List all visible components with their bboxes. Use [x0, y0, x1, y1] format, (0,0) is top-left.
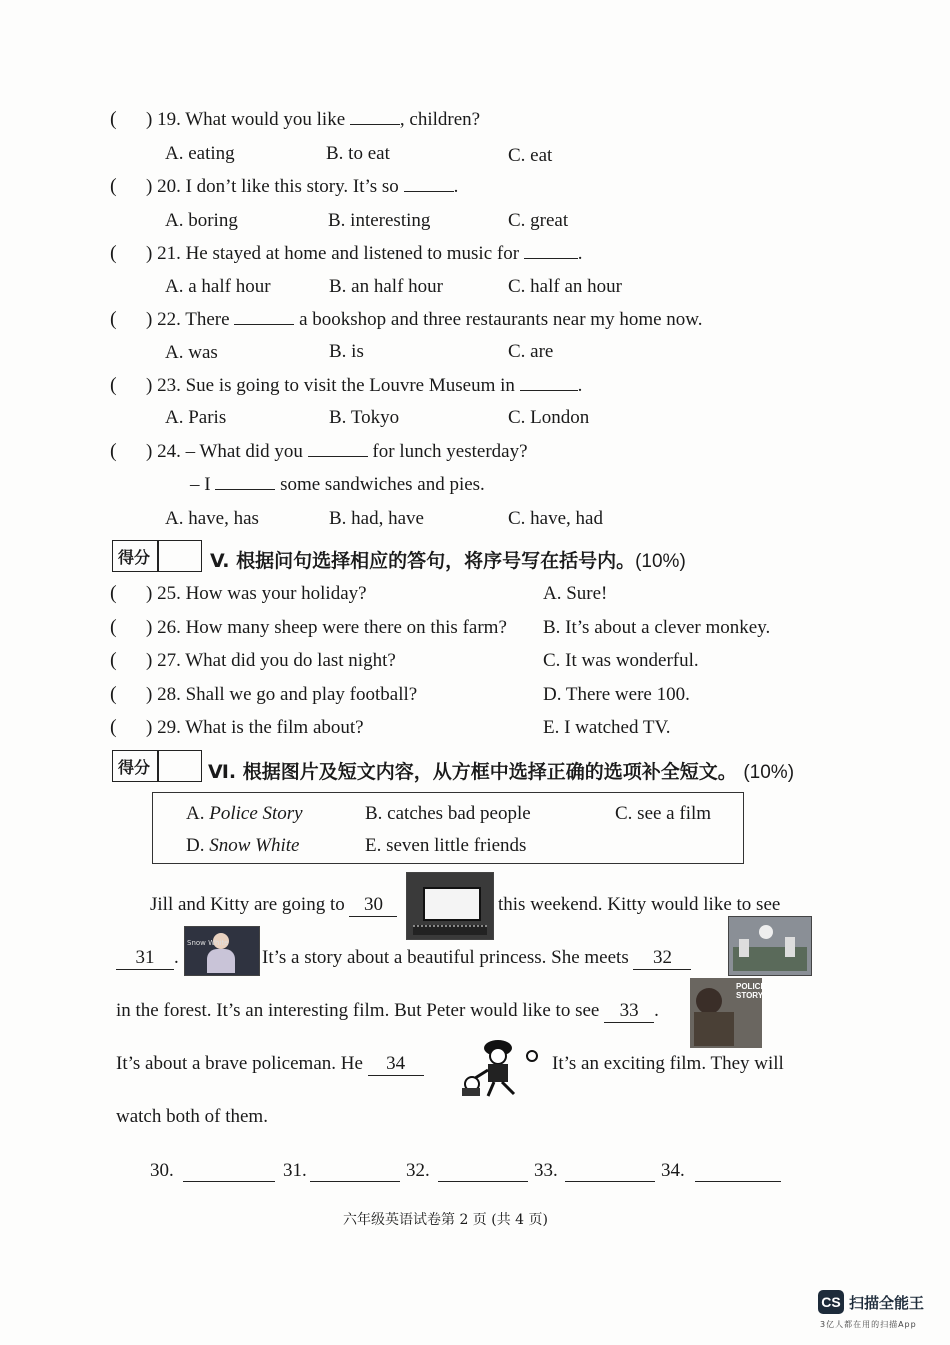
word-option-e: E. seven little friends	[365, 835, 527, 856]
question-text: ) 21. He stayed at home and listened to music for .	[146, 243, 583, 264]
option-b: B. Tokyo	[329, 407, 400, 428]
option-b: B. had, have	[329, 508, 424, 529]
police-story-logo-text: POLICE STORY	[736, 982, 766, 1000]
answer-blank-34[interactable]	[695, 1165, 781, 1182]
watermark-name: 扫描全能王	[849, 1294, 925, 1312]
option-b: B. interesting	[328, 210, 431, 231]
section-title: Ⅵ. 根据图片及短文内容，从方框中选择正确的选项补全短文。 (10%)	[208, 761, 795, 783]
question-text: ) 22. There a bookshop and three restaurants near my home now.	[146, 309, 703, 330]
blank-33[interactable]: 33	[604, 1000, 654, 1023]
blank-32[interactable]: 32	[633, 947, 691, 970]
option-c: C. great	[508, 210, 569, 231]
word-option-b: B. catches bad people	[365, 803, 531, 824]
answer-paren[interactable]: (	[110, 616, 117, 638]
answer-blank-31[interactable]	[310, 1165, 400, 1182]
passage-line-2: It’s a story about a beautiful princess. She meets 32	[262, 947, 691, 970]
answer-paren[interactable]: (	[110, 683, 117, 705]
answer-paren[interactable]: (	[110, 308, 117, 330]
answer-blank-33[interactable]	[565, 1165, 655, 1182]
passage-line-5: watch both of them.	[116, 1106, 268, 1127]
question-text: ) 20. I don’t like this story. It’s so .	[146, 176, 459, 197]
passage-line-4-cont: It’s an exciting film. They will	[552, 1053, 784, 1074]
answer-paren[interactable]: (	[110, 582, 117, 604]
answer-blank-32[interactable]	[438, 1165, 528, 1182]
question-text: ) 23. Sue is going to visit the Louvre Museum in .	[146, 375, 583, 396]
word-bank-box	[152, 792, 744, 864]
police-story-picture	[690, 978, 766, 1048]
option-a: A. eating	[165, 143, 235, 164]
option-b: B. to eat	[326, 143, 390, 164]
passage-line-1: Jill and Kitty are going to 30	[150, 894, 397, 917]
answer-paren[interactable]: (	[110, 374, 117, 396]
option-c: C. are	[508, 341, 554, 362]
option-c: C. half an hour	[508, 276, 622, 297]
page-footer: 六年级英语试卷第 2 页 (共 4 页)	[343, 1212, 548, 1228]
option-b: B. an half hour	[329, 276, 443, 297]
option-b: B. is	[329, 341, 364, 362]
option-a: A. boring	[165, 210, 238, 231]
question-text: ) 27. What did you do last night?	[146, 650, 396, 671]
option-c: C. London	[508, 407, 590, 428]
blank-31[interactable]: 31	[116, 947, 174, 970]
watermark-subtitle: 3亿人都在用的扫描App	[820, 1320, 917, 1329]
score-label-box	[112, 750, 158, 782]
score-label: 得分	[118, 758, 151, 777]
answer-option: B. It’s about a clever monkey.	[543, 617, 771, 638]
answer-option: E. I watched TV.	[543, 717, 671, 738]
passage-line-4: It’s about a brave policeman. He 34	[116, 1053, 424, 1076]
question-text: ) 28. Shall we go and play football?	[146, 684, 418, 705]
answer-paren[interactable]: (	[110, 716, 117, 738]
section-percent: (10%)	[635, 551, 686, 572]
answer-label-33: 33.	[534, 1160, 558, 1181]
cs-logo-icon: CS	[818, 1290, 844, 1314]
answer-label-31: 31.	[283, 1160, 307, 1181]
answer-paren[interactable]: (	[110, 649, 117, 671]
answer-paren[interactable]: (	[110, 175, 117, 197]
answer-label-34: 34.	[661, 1160, 685, 1181]
seven-friends-picture	[728, 916, 812, 976]
passage-line-3: in the forest. It’s an interesting film. But Peter would like to see 33 .	[116, 1000, 659, 1021]
option-a: A. a half hour	[165, 276, 271, 297]
answer-label-32: 32.	[406, 1160, 430, 1181]
option-a: A. Paris	[165, 407, 227, 428]
section-title: V. 根据问句选择相应的答句，将序号写在括号内。(10%)	[210, 550, 686, 572]
answer-paren[interactable]: (	[110, 108, 117, 130]
score-input-box[interactable]	[158, 750, 202, 782]
passage-line-1-cont: this weekend. Kitty would like to see	[498, 894, 781, 915]
score-label-box	[112, 540, 158, 572]
question-text: ) 19. What would you like , children?	[146, 109, 481, 130]
question-text: ) 25. How was your holiday?	[146, 583, 367, 604]
option-a: A. have, has	[165, 508, 259, 529]
answer-option: A. Sure!	[543, 583, 608, 604]
question-text: ) 24. – What did you for lunch yesterday?	[146, 441, 528, 462]
score-label: 得分	[118, 548, 151, 567]
policeman-catching-picture	[458, 1036, 542, 1098]
word-option-c: C. see a film	[615, 803, 712, 824]
cinema-picture	[406, 872, 494, 940]
option-c: C. have, had	[508, 508, 603, 529]
answer-label-30: 30.	[150, 1160, 174, 1181]
answer-blank-30[interactable]	[183, 1165, 275, 1182]
passage-line-2-start: 31 .	[116, 947, 179, 970]
answer-option: C. It was wonderful.	[543, 650, 699, 671]
answer-option: D. There were 100.	[543, 684, 690, 705]
option-c: C. eat	[508, 145, 553, 166]
option-a: A. was	[165, 342, 218, 363]
question-text: ) 29. What is the film about?	[146, 717, 364, 738]
answer-paren[interactable]: (	[110, 242, 117, 264]
blank-30[interactable]: 30	[349, 894, 397, 917]
question-text: ) 26. How many sheep were there on this farm?	[146, 617, 507, 638]
question-reply-line: – I some sandwiches and pies.	[190, 474, 485, 495]
score-input-box[interactable]	[158, 540, 202, 572]
snow-white-picture	[184, 926, 260, 976]
section-percent: (10%)	[743, 762, 795, 783]
word-option-d: D. Snow White	[186, 835, 300, 856]
word-option-a: A. Police Story	[186, 803, 303, 824]
answer-paren[interactable]: (	[110, 440, 117, 462]
blank-34[interactable]: 34	[368, 1053, 424, 1076]
snow-white-logo-text: Snow White	[187, 939, 229, 947]
